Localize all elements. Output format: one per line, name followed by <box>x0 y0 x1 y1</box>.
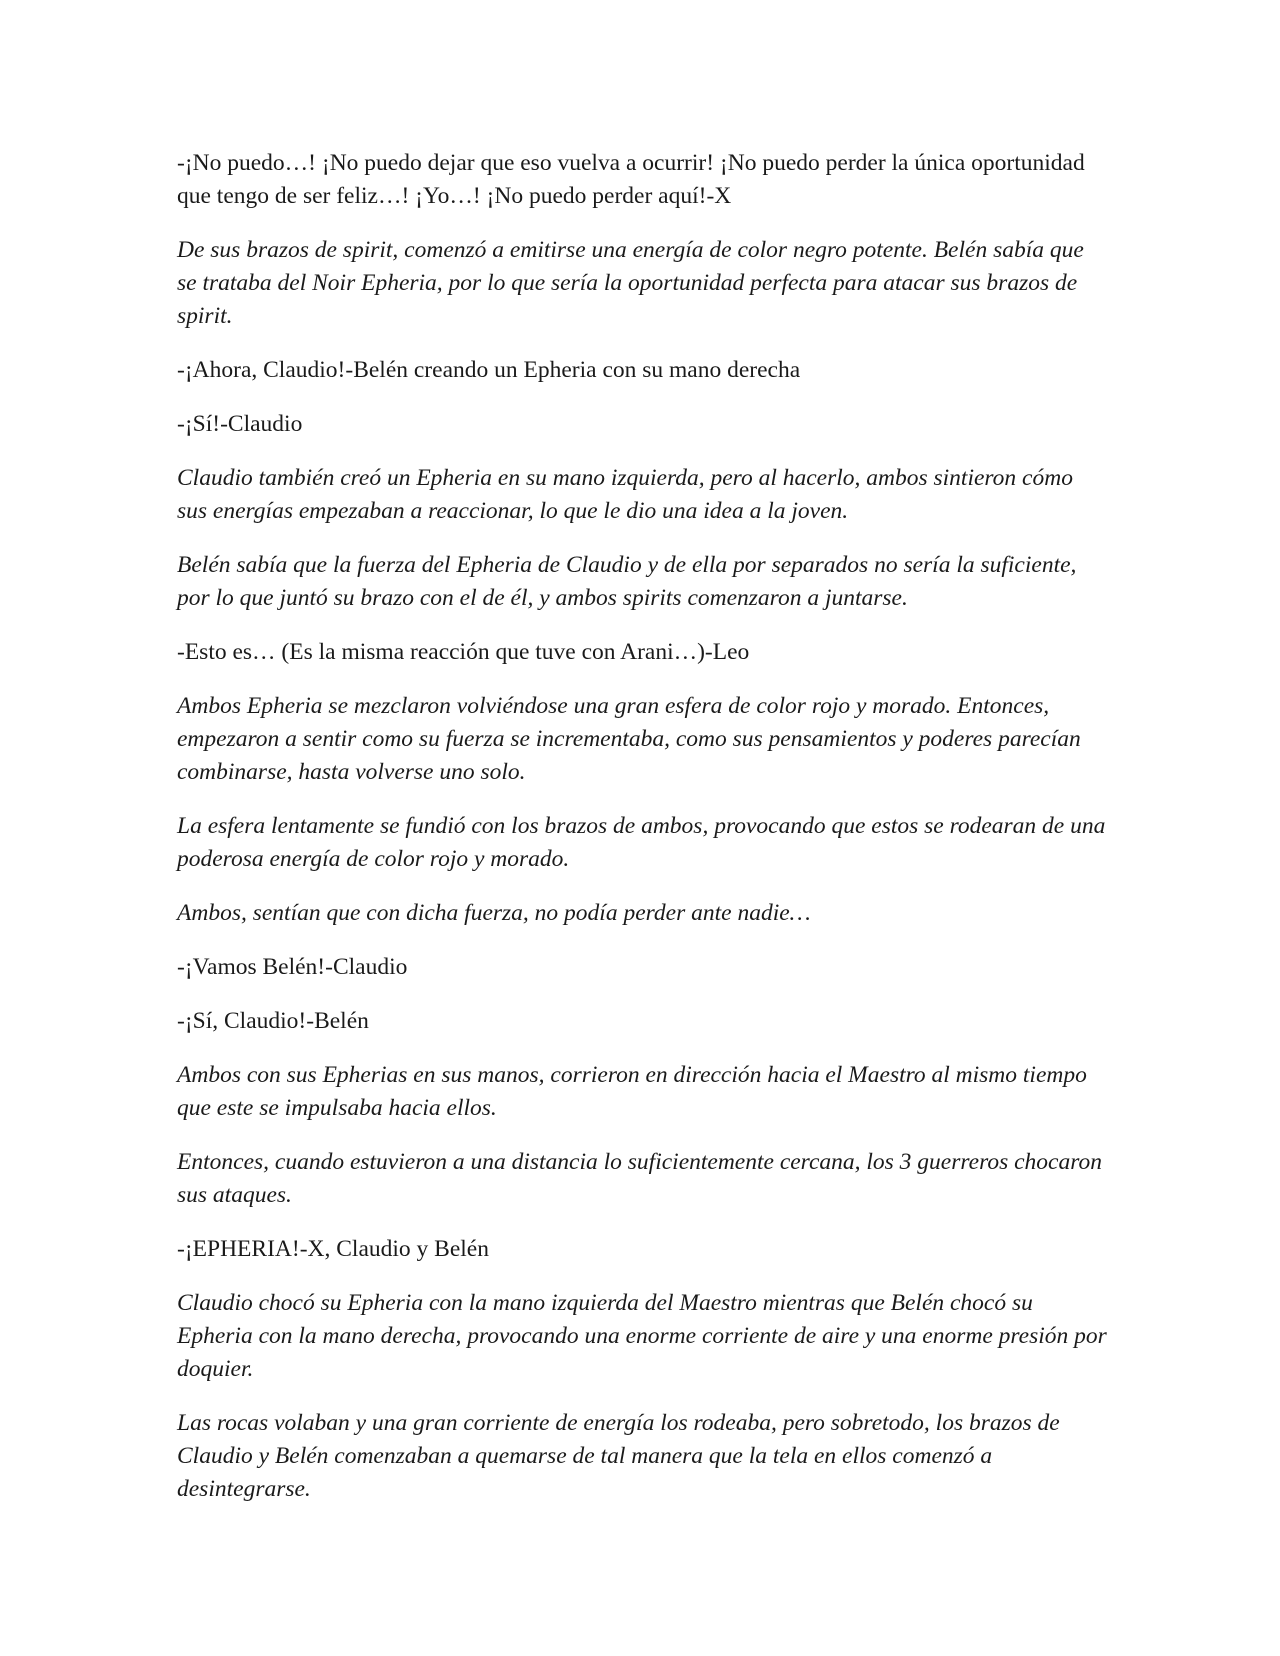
paragraph-narration: De sus brazos de spirit, comenzó a emitirse una energía de color negro potente. Belén sabía que se trataba del Noir Epheria, por lo que sería la oportunidad perfecta para atacar sus brazos de spirit. <box>177 237 1084 329</box>
paragraph-narration: Ambos con sus Epherias en sus manos, corrieron en dirección hacia el Maestro al mismo tiempo que este se impulsaba hacia ellos. <box>177 1062 1087 1121</box>
document-page <box>177 147 1107 1527</box>
paragraph-narration: Ambos Epheria se mezclaron volviéndose una gran esfera de color rojo y morado. Entonces, empezaron a sentir como su fuerza se incrementaba, como sus pensamientos y poderes parecían combinarse, hasta volverse uno solo. <box>177 693 1081 785</box>
paragraph-narration: Claudio chocó su Epheria con la mano izquierda del Maestro mientras que Belén chocó su Epheria con la mano derecha, provocando una enorme corriente de aire y una enorme presión por doquier. <box>177 1290 1107 1382</box>
paragraph-dialogue: -¡EPHERIA!-X, Claudio y Belén <box>177 1236 489 1262</box>
paragraph-narration: Entonces, cuando estuvieron a una distancia lo suficientemente cercana, los 3 guerreros chocaron sus ataques. <box>177 1149 1103 1208</box>
paragraph-dialogue: -¡No puedo…! ¡No puedo dejar que eso vuelva a ocurrir! ¡No puedo perder la única oportunidad que tengo de ser feliz…! ¡Yo…! ¡No puedo perder aquí!-X <box>177 150 1085 209</box>
paragraph-dialogue: -¡Sí, Claudio!-Belén <box>177 1008 369 1034</box>
paragraph-narration: Claudio también creó un Epheria en su mano izquierda, pero al hacerlo, ambos sintieron cómo sus energías empezaban a reaccionar, lo que le dio una idea a la joven. <box>177 465 1073 524</box>
paragraph-dialogue: -¡Ahora, Claudio!-Belén creando un Epheria con su mano derecha <box>177 357 801 383</box>
paragraph-narration: Las rocas volaban y una gran corriente de energía los rodeaba, pero sobretodo, los brazos de Claudio y Belén comenzaban a quemarse de tal manera que la tela en ellos comenzó a desintegrarse. <box>177 1410 1060 1502</box>
paragraph-dialogue: -Esto es… (Es la misma reacción que tuve con Arani…)-Leo <box>177 639 750 665</box>
paragraph-dialogue: -¡Vamos Belén!-Claudio <box>177 954 408 980</box>
paragraph-narration: Ambos, sentían que con dicha fuerza, no podía perder ante nadie… <box>177 900 811 926</box>
paragraph-narration: Belén sabía que la fuerza del Epheria de Claudio y de ella por separados no sería la suficiente, por lo que juntó su brazo con el de él, y ambos spirits comenzaron a juntarse. <box>177 552 1077 611</box>
paragraph-narration: La esfera lentamente se fundió con los brazos de ambos, provocando que estos se rodearan de una poderosa energía de color rojo y morado. <box>177 813 1106 872</box>
paragraph-dialogue: -¡Sí!-Claudio <box>177 411 303 437</box>
